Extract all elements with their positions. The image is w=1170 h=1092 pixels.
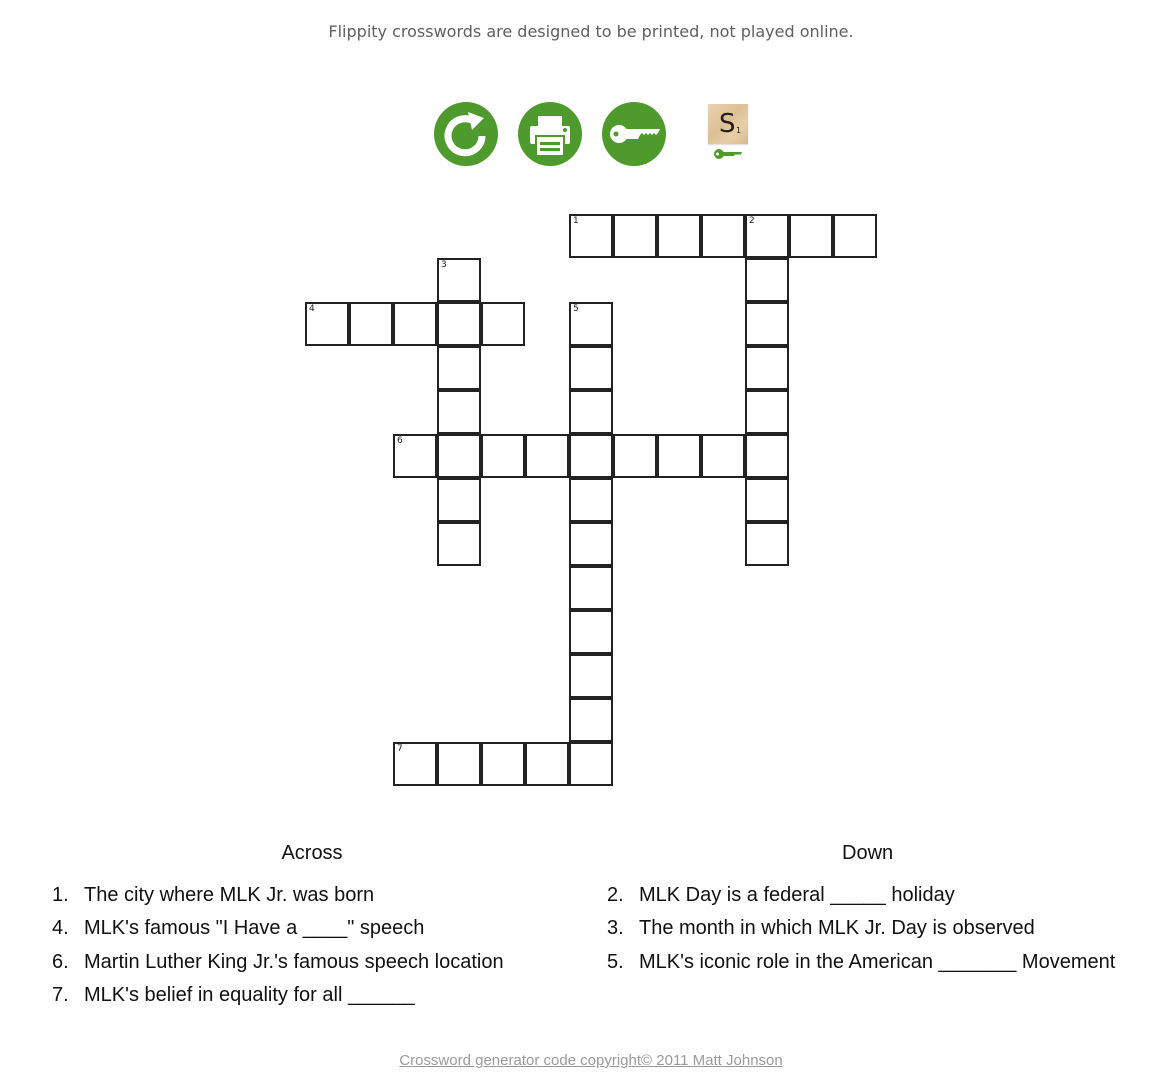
print-button[interactable] [518,102,582,166]
grid-cell [481,434,525,478]
answer-key-button[interactable] [602,102,666,166]
clue-text: Martin Luther King Jr.'s famous speech location [84,950,504,973]
clue-number-label: 4 [309,304,315,314]
grid-cell [745,258,789,302]
print-notice: Flippity crosswords are designed to be printed, not played online. [328,22,854,41]
grid-cell [481,302,525,346]
tile-score: 1 [736,126,742,135]
grid-cell [569,654,613,698]
clue-number: 7. [52,984,69,1007]
across-heading: Across [281,842,343,864]
clue-item [52,879,572,912]
grid-cell [569,566,613,610]
clue-text: MLK's belief in equality for all ______ [84,984,415,1007]
grid-cell [789,214,833,258]
clue-number: 2. [607,884,624,906]
grid-cell [701,434,745,478]
down-heading: Down [842,842,894,864]
grid-cell [569,478,613,522]
grid-cell [569,214,613,258]
clue-number: 6. [52,950,69,973]
grid-cell [349,302,393,346]
clue-number-label: 2 [749,216,755,226]
grid-cell [437,346,481,390]
down-clues [607,842,1147,979]
refresh-button[interactable] [434,102,498,166]
grid-cell [437,258,481,302]
grid-cell [745,302,789,346]
clue-item [607,946,1147,979]
word-bank-key-button[interactable] [707,102,749,164]
grid-cell [437,390,481,434]
clue-number: 5. [607,950,624,973]
printer-icon [518,102,582,166]
grid-cell [437,434,481,478]
grid-cell [393,434,437,478]
clue-number: 1. [52,884,69,906]
toolbar [434,102,754,168]
clue-number-label: 3 [441,260,447,270]
clue-item [607,912,1147,945]
clue-text: MLK Day is a federal _____ holiday [639,884,955,906]
footer [0,1052,1170,1069]
grid-cell [569,610,613,654]
grid-cell [437,522,481,566]
grid-cell [305,302,349,346]
clue-number-label: 7 [397,744,403,754]
grid-cell [613,434,657,478]
clue-number: 3. [607,917,624,940]
grid-cell [525,742,569,786]
small-key-icon [713,148,743,160]
grid-cell [701,214,745,258]
clue-item [52,946,572,979]
clue-item [52,912,572,945]
clue-item [607,879,1147,912]
grid-cell [569,302,613,346]
tile-letter: S [719,109,736,139]
copyright-link[interactable]: Crossword generator code copyright© 2011 Matt Johnson [399,1052,783,1069]
clue-text: MLK's famous "I Have a ____" speech [84,917,425,940]
grid-cell [745,390,789,434]
clue-text: The month in which MLK Jr. Day is observed [639,917,1035,940]
grid-cell [745,434,789,478]
grid-cell [745,522,789,566]
grid-cell [613,214,657,258]
grid-cell [569,434,613,478]
clue-text: The city where MLK Jr. was born [84,884,375,906]
grid-cell [745,478,789,522]
grid-cell [569,698,613,742]
clue-number-label: 5 [573,304,579,314]
clue-item [52,979,572,1012]
grid-cell [569,742,613,786]
grid-cell [745,346,789,390]
grid-cell [657,214,701,258]
across-clues [52,842,572,1013]
grid-cell [569,346,613,390]
refresh-icon [434,102,498,166]
clue-text: MLK's iconic role in the American _______ Movement [639,950,1116,973]
clue-number-label: 6 [397,436,403,446]
grid-cell [437,742,481,786]
grid-cell [481,742,525,786]
key-icon [602,102,666,166]
clue-number: 4. [52,917,69,940]
grid-cell [525,434,569,478]
grid-cell [657,434,701,478]
clue-number-label: 1 [573,216,579,226]
grid-cell [393,742,437,786]
grid-cell [833,214,877,258]
grid-cell [437,478,481,522]
grid-cell [745,214,789,258]
grid-cell [437,302,481,346]
scrabble-tile-icon [708,104,748,144]
grid-cell [393,302,437,346]
grid-cell [569,390,613,434]
grid-cell [569,522,613,566]
